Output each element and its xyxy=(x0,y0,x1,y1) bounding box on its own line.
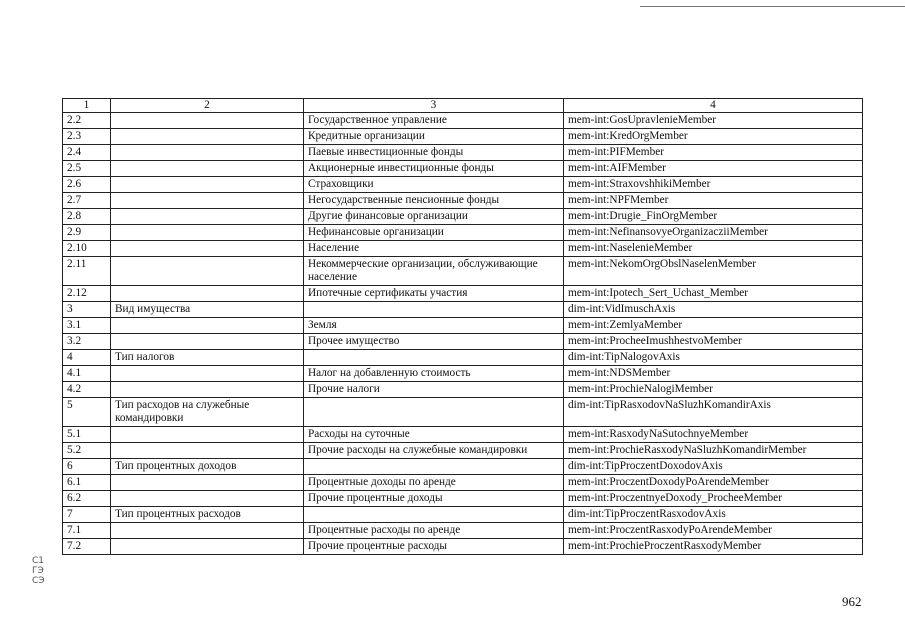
cell-type xyxy=(111,491,304,507)
header-cell-type: 2 xyxy=(111,99,304,113)
cell-type xyxy=(111,161,304,177)
cell-type xyxy=(111,113,304,129)
header-row xyxy=(63,99,863,113)
cell-code: mem-int:NaselenieMember xyxy=(564,241,863,257)
cell-type xyxy=(111,475,304,491)
cell-name: Негосударственные пенсионные фонды xyxy=(304,193,564,209)
cell-type xyxy=(111,318,304,334)
cell-type xyxy=(111,427,304,443)
cell-num: 6.1 xyxy=(63,475,111,491)
cell-num: 6 xyxy=(63,459,111,475)
cell-num: 3.2 xyxy=(63,334,111,350)
cell-type xyxy=(111,193,304,209)
cell-type xyxy=(111,145,304,161)
cell-num: 7.2 xyxy=(63,539,111,555)
cell-type: Тип расходов на служебные командировки xyxy=(111,398,304,427)
table-row xyxy=(63,145,863,161)
cell-code: dim-int:TipNalogovAxis xyxy=(564,350,863,366)
cell-num: 4.2 xyxy=(63,382,111,398)
cell-code: mem-int:KredOrgMember xyxy=(564,129,863,145)
cell-code: dim-int:VidImuschAxis xyxy=(564,302,863,318)
table-row xyxy=(63,491,863,507)
cell-name: Расходы на суточные xyxy=(304,427,564,443)
cell-num: 6.2 xyxy=(63,491,111,507)
table-row xyxy=(63,209,863,225)
cell-name: Население xyxy=(304,241,564,257)
cell-type xyxy=(111,241,304,257)
cell-code: mem-int:NPFMember xyxy=(564,193,863,209)
cell-code: mem-int:NekomOrgObslNaselenMember xyxy=(564,257,863,286)
cell-code: mem-int:NDSMember xyxy=(564,366,863,382)
cell-name: Кредитные организации xyxy=(304,129,564,145)
table-row xyxy=(63,129,863,145)
cell-name: Нефинансовые организации xyxy=(304,225,564,241)
cell-name: Страховщики xyxy=(304,177,564,193)
cell-type: Вид имущества xyxy=(111,302,304,318)
cell-type xyxy=(111,129,304,145)
cell-code: mem-int:PIFMember xyxy=(564,145,863,161)
cell-name: Земля xyxy=(304,318,564,334)
cell-name: Другие финансовые организации xyxy=(304,209,564,225)
cell-num: 2.4 xyxy=(63,145,111,161)
cell-name: Ипотечные сертификаты участия xyxy=(304,286,564,302)
cell-type xyxy=(111,209,304,225)
cell-code: mem-int:ProczentRasxodyPoArendeMember xyxy=(564,523,863,539)
cell-num: 7.1 xyxy=(63,523,111,539)
cell-name: Процентные доходы по аренде xyxy=(304,475,564,491)
cell-code: mem-int:ProcheeImushhestvoMember xyxy=(564,334,863,350)
page-number: 962 xyxy=(842,594,862,609)
cell-num: 2.3 xyxy=(63,129,111,145)
cell-num: 2.6 xyxy=(63,177,111,193)
cell-code: mem-int:NefinansovyeOrganizacziiMember xyxy=(564,225,863,241)
cell-type xyxy=(111,366,304,382)
cell-name xyxy=(304,459,564,475)
table-row xyxy=(63,350,863,366)
cell-name xyxy=(304,350,564,366)
table-row xyxy=(63,193,863,209)
cell-name: Акционерные инвестиционные фонды xyxy=(304,161,564,177)
cell-num: 5 xyxy=(63,398,111,427)
cell-code: mem-int:ProchieProczentRasxodyMember xyxy=(564,539,863,555)
table-row xyxy=(63,257,863,286)
cell-code: mem-int:RasxodyNaSutochnyeMember xyxy=(564,427,863,443)
header-cell-num: 1 xyxy=(63,99,111,113)
cell-code: mem-int:AIFMember xyxy=(564,161,863,177)
cell-num: 2.10 xyxy=(63,241,111,257)
cell-code: mem-int:ProczentDoxodyPoArendeMember xyxy=(564,475,863,491)
cell-name: Налог на добавленную стоимость xyxy=(304,366,564,382)
cell-type xyxy=(111,257,304,286)
cell-type: Тип процентных доходов xyxy=(111,459,304,475)
cell-name: Прочие процентные доходы xyxy=(304,491,564,507)
cell-num: 4 xyxy=(63,350,111,366)
table-row xyxy=(63,382,863,398)
cell-type xyxy=(111,443,304,459)
classification-table xyxy=(62,98,863,555)
cell-num: 5.2 xyxy=(63,443,111,459)
cell-num: 7 xyxy=(63,507,111,523)
cell-num: 2.12 xyxy=(63,286,111,302)
table-row xyxy=(63,507,863,523)
cell-type xyxy=(111,523,304,539)
cell-code: mem-int:ProchieRasxodyNaSluzhKomandirMember xyxy=(564,443,863,459)
cell-type xyxy=(111,334,304,350)
cell-type xyxy=(111,382,304,398)
table-row xyxy=(63,286,863,302)
table-row xyxy=(63,225,863,241)
cell-code: mem-int:ProchieNalogiMember xyxy=(564,382,863,398)
cell-name: Государственное управление xyxy=(304,113,564,129)
table-row xyxy=(63,475,863,491)
cell-num: 2.2 xyxy=(63,113,111,129)
cell-num: 2.8 xyxy=(63,209,111,225)
top-rule xyxy=(640,6,905,7)
cell-num: 2.5 xyxy=(63,161,111,177)
cell-type xyxy=(111,286,304,302)
cell-num: 2.7 xyxy=(63,193,111,209)
table-row xyxy=(63,427,863,443)
cell-num: 4.1 xyxy=(63,366,111,382)
cell-name xyxy=(304,302,564,318)
cell-name: Паевые инвестиционные фонды xyxy=(304,145,564,161)
cell-type: Тип процентных расходов xyxy=(111,507,304,523)
cell-type: Тип налогов xyxy=(111,350,304,366)
table-row xyxy=(63,113,863,129)
table-row xyxy=(63,523,863,539)
cell-name xyxy=(304,398,564,427)
table-row xyxy=(63,334,863,350)
table-row xyxy=(63,443,863,459)
margin-mark xyxy=(32,556,45,586)
cell-code: mem-int:Ipotech_Sert_Uchast_Member xyxy=(564,286,863,302)
cell-name: Некоммерческие организации, обслуживающие население xyxy=(304,257,564,286)
cell-num: 3 xyxy=(63,302,111,318)
table-row xyxy=(63,177,863,193)
table-row xyxy=(63,459,863,475)
cell-code: mem-int:Drugie_FinOrgMember xyxy=(564,209,863,225)
cell-type xyxy=(111,539,304,555)
header-cell-code: 4 xyxy=(564,99,863,113)
table-row xyxy=(63,398,863,427)
table-row xyxy=(63,241,863,257)
cell-name: Прочее имущество xyxy=(304,334,564,350)
table-row xyxy=(63,318,863,334)
table-row xyxy=(63,539,863,555)
cell-code: mem-int:ProczentnyeDoxody_ProcheeMember xyxy=(564,491,863,507)
cell-code: dim-int:TipProczentRasxodovAxis xyxy=(564,507,863,523)
cell-num: 3.1 xyxy=(63,318,111,334)
cell-code: dim-int:TipProczentDoxodovAxis xyxy=(564,459,863,475)
cell-num: 2.11 xyxy=(63,257,111,286)
cell-code: mem-int:StraxovshhikiMember xyxy=(564,177,863,193)
cell-code: mem-int:ZemlyaMember xyxy=(564,318,863,334)
cell-code: dim-int:TipRasxodovNaSluzhKomandirAxis xyxy=(564,398,863,427)
cell-code: mem-int:GosUpravlenieMember xyxy=(564,113,863,129)
table-body xyxy=(63,99,863,555)
cell-name: Прочие налоги xyxy=(304,382,564,398)
table-row xyxy=(63,366,863,382)
cell-name: Прочие расходы на служебные командировки xyxy=(304,443,564,459)
cell-num: 5.1 xyxy=(63,427,111,443)
cell-name xyxy=(304,507,564,523)
table-row xyxy=(63,302,863,318)
header-cell-name: 3 xyxy=(304,99,564,113)
cell-name: Процентные расходы по аренде xyxy=(304,523,564,539)
cell-type xyxy=(111,225,304,241)
margin-mark-text: С1 ГЭ СЭ xyxy=(32,556,45,586)
table-row xyxy=(63,161,863,177)
cell-num: 2.9 xyxy=(63,225,111,241)
cell-name: Прочие процентные расходы xyxy=(304,539,564,555)
cell-type xyxy=(111,177,304,193)
